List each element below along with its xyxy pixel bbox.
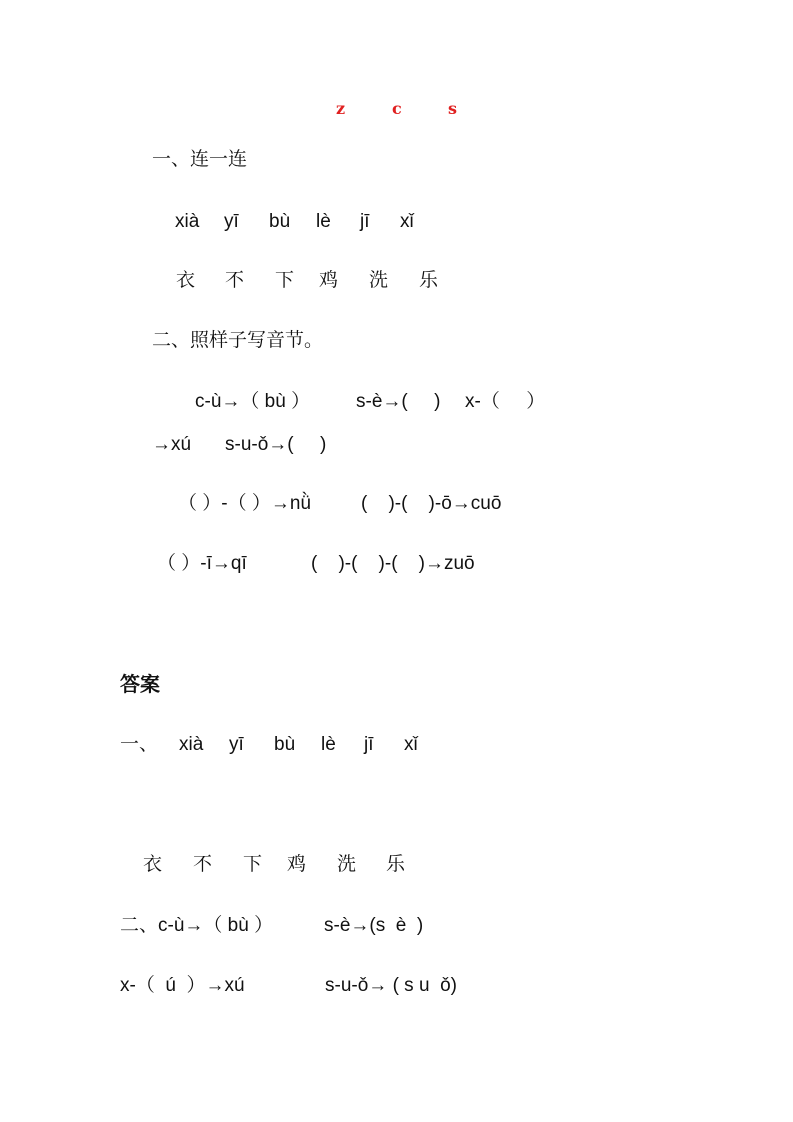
section2-line2-b: s-u-ǒ→( ): [225, 434, 327, 455]
answers-char-5: 洗: [337, 853, 357, 875]
section2-line1-a: c-ù→（ bù ）: [195, 391, 311, 412]
section1-char-2: 不: [225, 269, 245, 291]
answers-item2-line2-b: s-u-ǒ→ ( s u ǒ): [325, 975, 457, 996]
answers-char-4: 鸡: [287, 853, 307, 875]
section1-heading: 一、连一连: [152, 148, 248, 170]
answers-item2-line1-b: s-è→(s è ): [324, 915, 424, 936]
section1-char-3: 下: [275, 269, 295, 291]
answers-pinyin-1: xià: [179, 734, 204, 755]
section1-pinyin-3: bù: [269, 211, 291, 232]
answers-pinyin-5: jī: [364, 734, 374, 755]
section2-line1-c: x-（ ）: [465, 391, 546, 412]
section1-pinyin-2: yī: [224, 211, 239, 232]
section2-line3-a: （ ）-（ ）→nǜ: [178, 493, 312, 514]
answers-pinyin-3: bù: [274, 734, 296, 755]
answers-pinyin-2: yī: [229, 734, 244, 755]
section2-line4-a: （ ）-ī→qī: [157, 553, 247, 574]
section2-heading: 二、照样子写音节。: [152, 329, 324, 351]
section1-char-4: 鸡: [319, 269, 339, 291]
section1-char-6: 乐: [419, 269, 439, 291]
answers-heading: 答案: [120, 672, 160, 696]
title-letter-z: z: [336, 99, 346, 118]
answers-item1-prefix: 一、: [120, 733, 159, 755]
answers-char-3: 下: [243, 853, 263, 875]
answers-item2-line2-a: x-（ ú ）→xú: [120, 975, 245, 996]
answers-char-6: 乐: [386, 853, 406, 875]
answers-pinyin-4: lè: [321, 734, 336, 755]
section2-line2-a: →xú: [152, 434, 192, 455]
answers-char-1: 衣: [143, 853, 163, 875]
section1-pinyin-6: xǐ: [400, 211, 414, 232]
title-letter-s: s: [448, 99, 458, 118]
title-letter-c: c: [392, 99, 402, 118]
section2-line4-b: ( )-( )-( )→zuō: [311, 553, 475, 574]
section1-pinyin-1: xià: [175, 211, 200, 232]
answers-pinyin-6: xǐ: [404, 734, 418, 755]
answers-char-2: 不: [193, 853, 213, 875]
section1-pinyin-4: lè: [316, 211, 331, 232]
section1-pinyin-5: jī: [360, 211, 370, 232]
section2-line3-b: ( )-( )-ō→cuō: [361, 493, 502, 514]
answers-item2-line1-a: 二、c-ù→（ bù ）: [120, 915, 274, 936]
section2-line1-b: s-è→( ): [356, 391, 441, 412]
section1-char-5: 洗: [369, 269, 389, 291]
section1-char-1: 衣: [176, 269, 196, 291]
